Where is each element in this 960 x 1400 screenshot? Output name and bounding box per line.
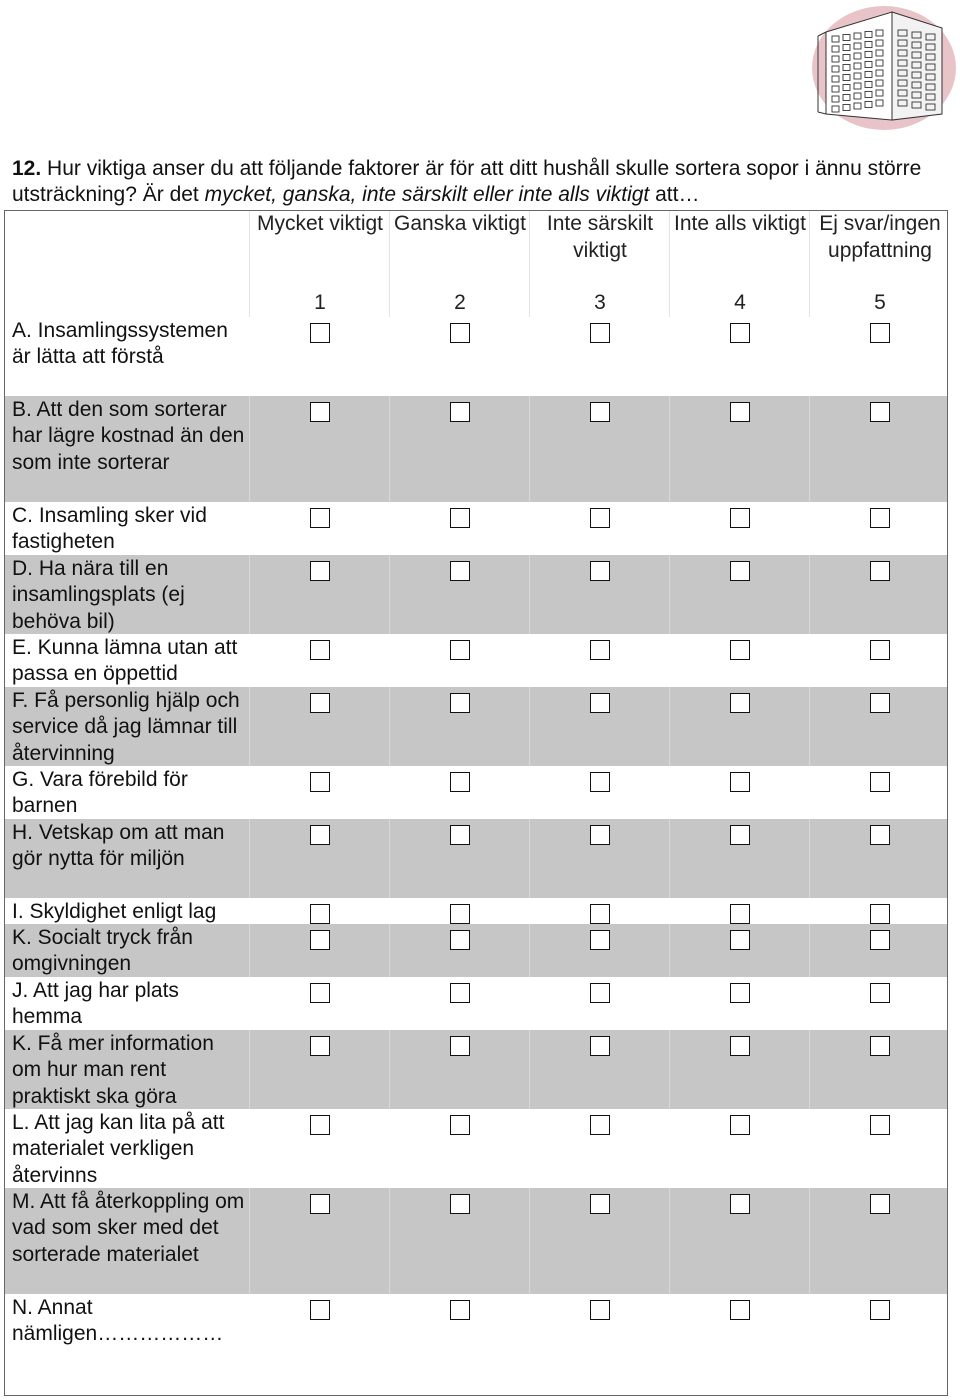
scale-column-1 <box>250 211 390 317</box>
question-scale-italic: mycket, ganska, inte särskilt eller inte alls viktigt <box>204 183 650 206</box>
checkbox-option-5[interactable] <box>870 1300 890 1320</box>
rating-row <box>5 687 948 766</box>
scale-label-4: Inte alls viktigt <box>674 212 806 235</box>
rating-row <box>5 1188 948 1294</box>
checkbox-option-1[interactable] <box>310 904 330 924</box>
column-divider <box>389 1188 390 1294</box>
checkbox-option-1[interactable] <box>310 1115 330 1135</box>
scale-column-2 <box>390 211 530 317</box>
column-divider <box>669 687 670 766</box>
scale-label-3: Inte särskilt viktigt <box>546 212 654 262</box>
column-divider <box>249 396 250 502</box>
question-text <box>12 156 952 208</box>
checkbox-option-3[interactable] <box>590 640 610 660</box>
column-divider <box>389 396 390 502</box>
rating-row <box>5 1030 948 1109</box>
column-divider <box>389 555 390 634</box>
rating-row <box>5 898 948 924</box>
checkbox-option-2[interactable] <box>450 640 470 660</box>
checkbox-option-4[interactable] <box>730 983 750 1003</box>
rating-row-label: K. Få mer information om hur man rent praktiskt ska göra <box>12 1032 214 1108</box>
checkbox-option-2[interactable] <box>450 772 470 792</box>
checkbox-option-5[interactable] <box>870 930 890 950</box>
checkbox-option-4[interactable] <box>730 930 750 950</box>
column-divider <box>669 555 670 634</box>
rating-row-label: J. Att jag har plats hemma <box>12 979 179 1029</box>
question-number: 12. <box>12 157 42 180</box>
checkbox-option-2[interactable] <box>450 1036 470 1056</box>
checkbox-option-3[interactable] <box>590 693 610 713</box>
scale-number-2: 2 <box>454 291 466 314</box>
checkbox-option-2[interactable] <box>450 561 470 581</box>
checkbox-option-5[interactable] <box>870 323 890 343</box>
column-divider <box>529 924 530 977</box>
column-divider <box>389 819 390 898</box>
column-divider <box>389 1030 390 1109</box>
column-divider <box>809 1188 810 1294</box>
checkbox-option-5[interactable] <box>870 640 890 660</box>
checkbox-option-2[interactable] <box>450 323 470 343</box>
checkbox-option-1[interactable] <box>310 323 330 343</box>
column-divider <box>669 819 670 898</box>
checkbox-option-3[interactable] <box>590 402 610 422</box>
column-divider <box>669 1030 670 1109</box>
column-divider <box>529 1188 530 1294</box>
scale-column-3 <box>530 211 670 317</box>
checkbox-option-4[interactable] <box>730 323 750 343</box>
scale-column-5 <box>810 211 948 317</box>
column-divider <box>529 687 530 766</box>
checkbox-option-4[interactable] <box>730 693 750 713</box>
checkbox-option-2[interactable] <box>450 904 470 924</box>
header-column-divider <box>389 211 390 317</box>
checkbox-option-1[interactable] <box>310 983 330 1003</box>
checkbox-option-2[interactable] <box>450 930 470 950</box>
column-divider <box>249 555 250 634</box>
question-text-start: Hur viktiga anser du att följande faktorer är för att ditt hushåll skulle sortera sopor i ännu större utsträckning? Är det <box>12 157 922 206</box>
rating-row <box>5 977 948 1030</box>
column-divider <box>809 555 810 634</box>
header-column-divider <box>669 211 670 317</box>
rating-row <box>5 1109 948 1188</box>
column-divider <box>249 1188 250 1294</box>
column-divider <box>809 924 810 977</box>
checkbox-option-3[interactable] <box>590 508 610 528</box>
rating-row-label: F. Få personlig hjälp och service då jag lämnar till återvinning <box>12 689 240 765</box>
column-divider <box>809 819 810 898</box>
rating-row-label: I. Skyldighet enligt lag <box>12 900 217 923</box>
rating-row <box>5 555 948 634</box>
scale-number-1: 1 <box>314 291 326 314</box>
checkbox-option-5[interactable] <box>870 693 890 713</box>
column-divider <box>529 396 530 502</box>
checkbox-option-4[interactable] <box>730 1194 750 1214</box>
checkbox-option-3[interactable] <box>590 323 610 343</box>
column-divider <box>669 924 670 977</box>
checkbox-option-1[interactable] <box>310 1036 330 1056</box>
checkbox-option-1[interactable] <box>310 825 330 845</box>
checkbox-option-5[interactable] <box>870 1036 890 1056</box>
header-column-divider <box>809 211 810 317</box>
scale-label-2: Ganska viktigt <box>394 212 526 235</box>
rating-row <box>5 924 948 977</box>
checkbox-option-1[interactable] <box>310 508 330 528</box>
scale-number-4: 4 <box>734 291 746 314</box>
rating-row-label: E. Kunna lämna utan att passa en öppettid <box>12 636 238 686</box>
rating-row-label: D. Ha nära till en insamlingsplats (ej behöva bil) <box>12 557 185 633</box>
checkbox-option-2[interactable] <box>450 825 470 845</box>
checkbox-option-1[interactable] <box>310 772 330 792</box>
column-divider <box>809 396 810 502</box>
checkbox-option-3[interactable] <box>590 930 610 950</box>
checkbox-option-1[interactable] <box>310 402 330 422</box>
checkbox-option-4[interactable] <box>730 640 750 660</box>
checkbox-option-3[interactable] <box>590 904 610 924</box>
header-column-divider <box>529 211 530 317</box>
apartment-building-logo-icon <box>800 2 958 134</box>
column-divider <box>249 924 250 977</box>
checkbox-option-4[interactable] <box>730 825 750 845</box>
scale-label-5: Ej svar/ingen uppfattning <box>819 212 941 262</box>
checkbox-option-2[interactable] <box>450 693 470 713</box>
rating-row-label: K. Socialt tryck från omgivningen <box>12 926 193 976</box>
checkbox-option-2[interactable] <box>450 1115 470 1135</box>
checkbox-option-5[interactable] <box>870 561 890 581</box>
column-divider <box>529 819 530 898</box>
rating-row <box>5 766 948 819</box>
checkbox-option-5[interactable] <box>870 402 890 422</box>
checkbox-option-4[interactable] <box>730 1300 750 1320</box>
column-divider <box>809 687 810 766</box>
checkbox-option-3[interactable] <box>590 1300 610 1320</box>
rating-row <box>5 317 948 396</box>
scale-number-5: 5 <box>874 291 886 314</box>
rating-row <box>5 396 948 502</box>
column-divider <box>389 924 390 977</box>
checkbox-option-2[interactable] <box>450 1300 470 1320</box>
checkbox-option-5[interactable] <box>870 1194 890 1214</box>
checkbox-option-5[interactable] <box>870 508 890 528</box>
column-divider <box>669 1188 670 1294</box>
checkbox-option-2[interactable] <box>450 508 470 528</box>
checkbox-option-5[interactable] <box>870 1115 890 1135</box>
question-text-end: att… <box>649 183 700 206</box>
checkbox-option-3[interactable] <box>590 983 610 1003</box>
checkbox-option-4[interactable] <box>730 508 750 528</box>
checkbox-option-3[interactable] <box>590 1115 610 1135</box>
rating-row-label: C. Insamling sker vid fastigheten <box>12 504 207 554</box>
checkbox-option-4[interactable] <box>730 561 750 581</box>
checkbox-option-1[interactable] <box>310 561 330 581</box>
rating-row <box>5 819 948 898</box>
checkbox-option-1[interactable] <box>310 693 330 713</box>
checkbox-option-1[interactable] <box>310 1300 330 1320</box>
column-divider <box>529 555 530 634</box>
rating-row-label: N. Annat nämligen……………… <box>12 1296 224 1346</box>
checkbox-option-3[interactable] <box>590 561 610 581</box>
checkbox-option-3[interactable] <box>590 1194 610 1214</box>
rating-row <box>5 634 948 687</box>
rating-table <box>4 210 948 1396</box>
checkbox-option-5[interactable] <box>870 772 890 792</box>
scale-column-4 <box>670 211 810 317</box>
rating-row-label: L. Att jag kan lita på att materialet verkligen återvinns <box>12 1111 225 1187</box>
rating-row <box>5 1294 948 1347</box>
checkbox-option-5[interactable] <box>870 904 890 924</box>
checkbox-option-5[interactable] <box>870 983 890 1003</box>
column-divider <box>809 1030 810 1109</box>
scale-number-3: 3 <box>594 291 606 314</box>
scale-label-1: Mycket viktigt <box>256 212 384 235</box>
rating-row <box>5 502 948 555</box>
rating-row-label: M. Att få återkoppling om vad som sker med det sorterade materialet <box>12 1190 245 1266</box>
rating-row-label: B. Att den som sorterar har lägre kostnad än den som inte sorterar <box>12 398 245 474</box>
checkbox-option-4[interactable] <box>730 1115 750 1135</box>
checkbox-option-4[interactable] <box>730 1036 750 1056</box>
rating-row-label: H. Vetskap om att man gör nytta för miljön <box>12 821 225 871</box>
checkbox-option-1[interactable] <box>310 640 330 660</box>
column-divider <box>249 1030 250 1109</box>
checkbox-option-3[interactable] <box>590 825 610 845</box>
column-divider <box>529 1030 530 1109</box>
column-divider <box>249 819 250 898</box>
checkbox-option-2[interactable] <box>450 402 470 422</box>
checkbox-option-1[interactable] <box>310 930 330 950</box>
checkbox-option-2[interactable] <box>450 1194 470 1214</box>
checkbox-option-3[interactable] <box>590 1036 610 1056</box>
checkbox-option-4[interactable] <box>730 402 750 422</box>
rating-row-label: A. Insamlingssystemen är lätta att förstå <box>12 319 228 369</box>
checkbox-option-3[interactable] <box>590 772 610 792</box>
checkbox-option-5[interactable] <box>870 825 890 845</box>
column-divider <box>669 396 670 502</box>
column-divider <box>389 687 390 766</box>
rating-table-header <box>5 211 948 317</box>
rating-row-label: G. Vara förebild för barnen <box>12 768 188 818</box>
checkbox-option-4[interactable] <box>730 904 750 924</box>
header-column-divider <box>249 211 250 317</box>
checkbox-option-2[interactable] <box>450 983 470 1003</box>
column-divider <box>249 687 250 766</box>
checkbox-option-1[interactable] <box>310 1194 330 1214</box>
checkbox-option-4[interactable] <box>730 772 750 792</box>
